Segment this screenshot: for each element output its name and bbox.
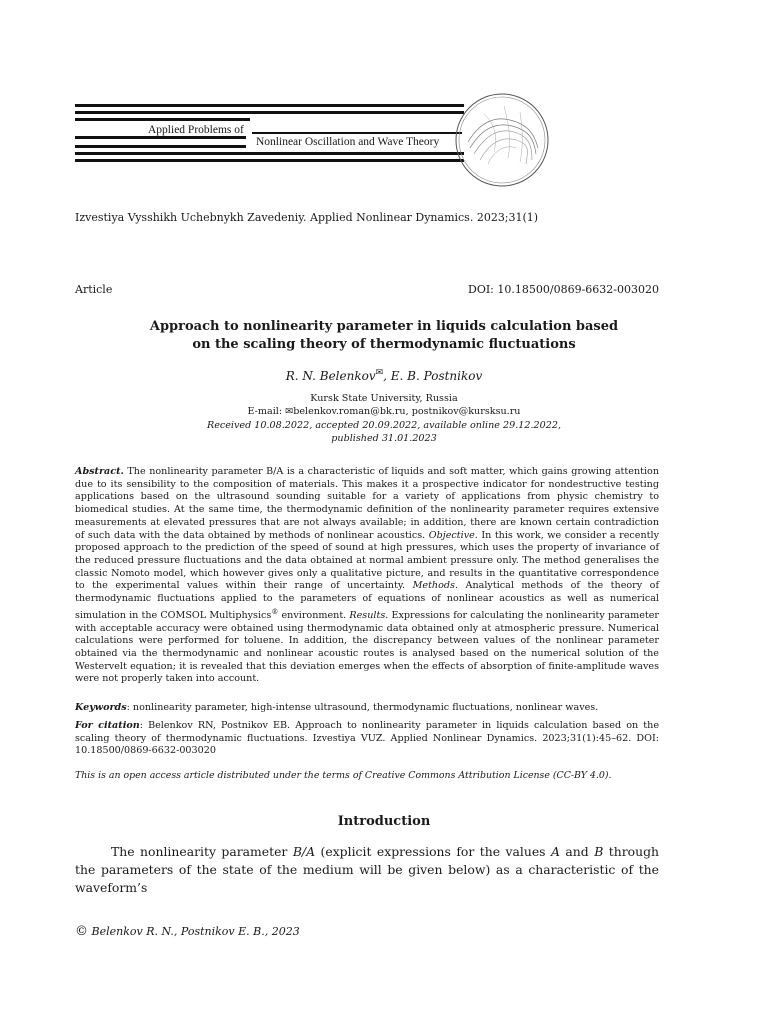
email-addresses[interactable]: belenkov.roman@bk.ru, postnikov@kursksu.ru [293,406,521,417]
abstract-text-1: The nonlinearity parameter B/A is a characteristic of liquids and soft matter, which gains growing attention due to its sensibility to the composition of materials. This makes it a prospective indicator for nondestructive testing applications based on the ultrasound sounding suitable for a variety of applications from physic chemistry to biomedical studies. At the same time, the thermodynamic definition of the nonlinearity parameter requires extensive measurements at elevated pressures that are not always available; in addition, there are known certain contradiction of such data with the data obtained by methods of nonlinear acoustics. [75,466,659,541]
abstract-label: Abstract. [75,466,124,477]
dates-line2: published 31.01.2023 [331,433,437,444]
author-belenkov: R. N. Belenkov [285,369,376,383]
abstract-text-5: . Expressions for calculating the nonlinearity parameter with acceptable accuracy were obtained using thermodynamic data obtained only at atmospheric pressure. Numerical calculations were performed for toluene. In addition, the discrepancy between values of the nonlinear parameter obtained via the thermodynamic and nonlinear acoustic routes is analysed based on the numerical solution of the Westervelt equation; it is revealed that this deviation emerges when the effects of absorption of finite-amplitude waves were not properly taken into account. [75,609,660,685]
abstract [75,466,659,686]
copyright-text: Belenkov R. N., Postnikov E. B., 2023 [88,925,300,938]
mail-icon: ✉ [375,368,384,378]
intro-paragraph [75,843,659,897]
article-title-line1: Approach to nonlinearity parameter in liquids calculation based [149,319,619,334]
affiliation: Kursk State University, Russia [310,393,458,404]
author-separator: , [383,369,391,383]
copyright-footer [75,924,300,939]
copyright-icon: © [75,924,88,939]
journal-logo-subtitle: Nonlinear Oscillation and Wave Theory [256,136,440,148]
abstract-text-2: . In this work, we consider a recently proposed approach to the prediction of the speed of sound at high pressures, which uses the property of invariance of the reduced pressure fluctuations and the data obtained at normal ambient pressure only. The method generalises the classic Nomoto model, which however gives only a qualitative picture, and results in the quantitative correspondence to the experimental values within their range of uncertainty. [75,529,659,592]
article-title [0,318,768,354]
intro-ba: B/A [292,844,316,859]
intro-text-b: (explicit expressions for the values [315,844,551,859]
intro-text-c: and [559,844,595,859]
intro-text-d: through the parameters of the state of the medium will be given below) as a characteristic of the waveform’s [75,844,659,895]
journal-emblem-icon [454,92,550,188]
authors [0,368,768,383]
results-label: Results [349,609,386,621]
journal-reference: Izvestiya Vysshikh Uchebnykh Zavedeniy. Applied Nonlinear Dynamics. 2023;31(1) [75,211,539,224]
keywords-text: : nonlinearity parameter, high-intense ultrasound, thermodynamic fluctuations, nonlinear waves. [126,702,599,713]
intro-b: B [594,844,604,859]
dates-line1: Received 10.08.2022, accepted 20.09.2022, available online 29.12.2022, [206,420,561,431]
article-title-line2: on the scaling theory of thermodynamic fluctuations [192,337,576,352]
email-label: E-mail: [247,406,286,417]
section-heading-introduction: Introduction [337,814,431,829]
abstract-text-3: . Analytical methods of the theory of thermodynamic fluctuations applied to the parameters of equations of nonlinear acoustics as well as numerical simulation in the COMSOL Multiphysics [75,580,660,621]
abstract-text-4: environment. [278,609,350,621]
journal-logo-title: Applied Problems of [148,124,244,136]
citation-label: For citation [75,720,140,731]
citation [75,720,659,758]
intro-a: A [551,844,560,859]
license-note: This is an open access article distributed under the terms of Creative Commons Attribution License (CC-BY 4.0). [75,770,612,781]
keywords [75,702,659,715]
intro-text-a: The nonlinearity parameter [111,844,293,859]
author-postnikov: E. B. Postnikov [390,369,483,383]
methods-label: Methods [412,580,455,592]
mail-icon: ✉ [285,406,294,417]
doi: DOI: 10.18500/0869-6632-003020 [468,283,659,296]
citation-text: : Belenkov RN, Postnikov EB. Approach to nonlinearity parameter in liquids calculation based on the scaling theory of thermodynamic fluctuations. Izvestiya VUZ. Applied Nonlinear Dynamics. 2023;31(1):45–62. DOI: 10.18500/0869-6632-003020 [75,720,659,757]
keywords-label: Keywords [75,702,127,713]
objective-label: Objective [428,529,475,541]
email-line [0,406,768,419]
registered-mark: ® [271,607,279,616]
article-type: Article [75,283,113,296]
